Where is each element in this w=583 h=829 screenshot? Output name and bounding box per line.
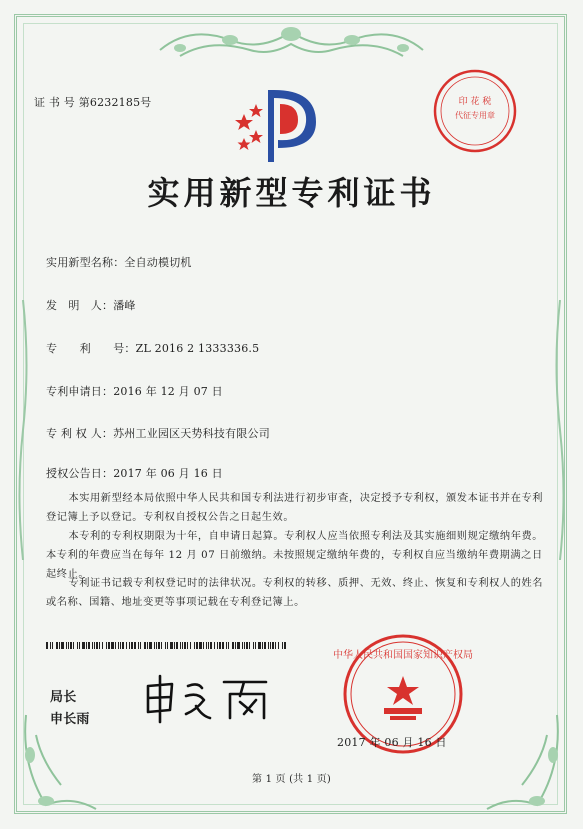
director-name: 申长雨 [50, 712, 90, 727]
barcode-bar [176, 642, 178, 649]
barcode-bar [92, 642, 93, 649]
patentee-label: 专 利 权 人： [46, 427, 114, 440]
barcode-bar [242, 642, 243, 649]
patent-number-row [46, 340, 259, 356]
barcode-bar [134, 642, 136, 649]
barcode-bar [182, 642, 183, 649]
left-ornament-icon [16, 300, 30, 560]
barcode-bar [219, 642, 221, 649]
barcode-bar [167, 642, 168, 649]
barcode-bar [86, 642, 87, 649]
barcode-bar [264, 642, 266, 649]
utility-model-name-value: 全自动模切机 [124, 256, 192, 269]
barcode-bar [268, 642, 269, 649]
application-date-label: 专利申请日： [46, 385, 114, 398]
barcode-bar [73, 642, 74, 649]
svg-text:中华人民共和国国家知识产权局: 中华人民共和国国家知识产权局 [333, 650, 473, 661]
barcode-bar [208, 642, 209, 649]
barcode-bar [199, 642, 202, 649]
barcode-bar [77, 642, 78, 649]
barcode-bar [174, 642, 175, 649]
inventor-label: 发 明 人： [46, 299, 114, 312]
barcode-bar [272, 642, 274, 649]
page-indicator: 第 1 页 (共 1 页) [251, 774, 332, 785]
body-paragraph-3: 专利证书记载专利权登记时的法律状况。专利权的转移、质押、无效、终止、恢复和专利权人的姓名或名称、国籍、地址变更等事项记载在专利登记簿上。 [46, 578, 544, 608]
agency-stamp-icon [430, 66, 520, 156]
barcode-bar [88, 642, 90, 649]
seal-date: 2017 年 06 月 16 日 [337, 736, 447, 749]
right-ornament-icon [553, 300, 567, 560]
barcode-bar [161, 642, 162, 649]
patentee-row [46, 425, 270, 441]
barcode-bar [282, 642, 283, 649]
inventor-value: 潘峰 [113, 299, 136, 312]
barcode-bar [122, 642, 124, 649]
barcode-bar [226, 642, 227, 649]
barcode-bar [228, 642, 229, 649]
barcode-bar [156, 642, 157, 649]
barcode-bar [270, 642, 271, 649]
barcode-strip [46, 642, 288, 649]
barcode-bar [52, 642, 53, 649]
barcode-bar [129, 642, 130, 649]
barcode-bar [96, 642, 98, 649]
certificate-number-suffix: 号 [140, 96, 152, 109]
barcode-bar [249, 642, 250, 649]
barcode-bar [154, 642, 155, 649]
barcode-bar [140, 642, 141, 649]
barcode-bar [46, 642, 48, 649]
barcode-bar [118, 642, 119, 649]
barcode-bar [106, 642, 107, 649]
barcode-bar [184, 642, 186, 649]
application-date-value: 2016 年 12 月 07 日 [113, 385, 223, 398]
grant-date-value: 2017 年 06 月 16 日 [113, 467, 223, 480]
barcode-bar [203, 642, 204, 649]
barcode-bar [217, 642, 218, 649]
svg-text:印 花 税: 印 花 税 [458, 97, 492, 107]
application-date-row [46, 383, 223, 399]
handwritten-signature-icon [140, 672, 280, 726]
barcode-bar [165, 642, 166, 649]
barcode-bar [253, 642, 254, 649]
body-paragraph-2: 本专利的专利权期限为十年，自申请日起算。专利权人应当依照专利法及其实施细则规定缴纳年费。本专利的年费应当在每年 12 月 07 日前缴纳。未按照规定缴纳年费的，专利权自应当缴纳年费期满之日起终止。 [46, 531, 544, 580]
patent-office-logo-icon [228, 86, 328, 166]
barcode-bar [262, 642, 263, 649]
certificate-title: 实用新型专利证书 [147, 174, 436, 212]
utility-model-name-row [46, 254, 192, 270]
barcode-bar [144, 642, 146, 649]
utility-model-name-label: 实用新型名称： [46, 256, 125, 269]
barcode-bar [56, 642, 58, 649]
barcode-bar [147, 642, 148, 649]
barcode-bar [170, 642, 173, 649]
barcode-bar [79, 642, 80, 649]
barcode-bar [244, 642, 245, 649]
barcode-bar [158, 642, 160, 649]
barcode-bar [68, 642, 69, 649]
director-title: 局长 [50, 690, 77, 705]
barcode-bar [94, 642, 95, 649]
grant-date-label: 授权公告日： [46, 467, 114, 480]
barcode-bar [82, 642, 85, 649]
barcode-bar [115, 642, 116, 649]
patent-number-value: ZL 2016 2 1333336.5 [135, 342, 260, 355]
barcode-bar [99, 642, 100, 649]
barcode-bar [258, 642, 261, 649]
top-floral-ornament-icon [150, 20, 433, 68]
patentee-value: 苏州工业园区天势科技有限公司 [113, 427, 270, 440]
barcode-bar [138, 642, 139, 649]
svg-text:代征专用章: 代征专用章 [455, 111, 495, 120]
inventor-row [46, 297, 136, 313]
barcode-bar [59, 642, 60, 649]
barcode-bar [278, 642, 279, 649]
barcode-bar [187, 642, 188, 649]
barcode-bar [61, 642, 64, 649]
certificate-number [34, 94, 151, 110]
barcode-bar [206, 642, 207, 649]
barcode-bar [284, 642, 286, 649]
barcode-bar [120, 642, 121, 649]
barcode-bar [237, 642, 240, 649]
barcode-bar [194, 642, 195, 649]
barcode-bar [111, 642, 114, 649]
barcode-bar [50, 642, 51, 649]
barcode-bar [235, 642, 236, 649]
barcode-bar [66, 642, 67, 649]
barcode-bar [190, 642, 191, 649]
body-paragraph-1: 本实用新型经本局依照中华人民共和国专利法进行初步审查，决定授予专利权，颁发本证书并在专利登记簿上予以登记。专利权自授权公告之日起生效。 [46, 493, 544, 523]
bottom-right-ornament-icon [477, 705, 567, 815]
certificate-number-value: 6232185 [89, 96, 141, 109]
barcode-bar [108, 642, 110, 649]
barcode-bar [70, 642, 72, 649]
barcode-bar [131, 642, 133, 649]
barcode-bar [102, 642, 103, 649]
barcode-bar [126, 642, 127, 649]
barcode-bar [210, 642, 212, 649]
grant-date-row [46, 465, 223, 481]
barcode-bar [246, 642, 248, 649]
barcode-bar [275, 642, 276, 649]
barcode-bar [149, 642, 152, 649]
barcode-bar [180, 642, 181, 649]
barcode-bar [196, 642, 198, 649]
barcode-bar [222, 642, 224, 649]
barcode-bar [255, 642, 256, 649]
patent-number-label: 专 利 号： [46, 342, 136, 355]
barcode-bar [232, 642, 234, 649]
barcode-bar [214, 642, 215, 649]
certificate-number-label: 证 书 号 第 [34, 96, 90, 109]
